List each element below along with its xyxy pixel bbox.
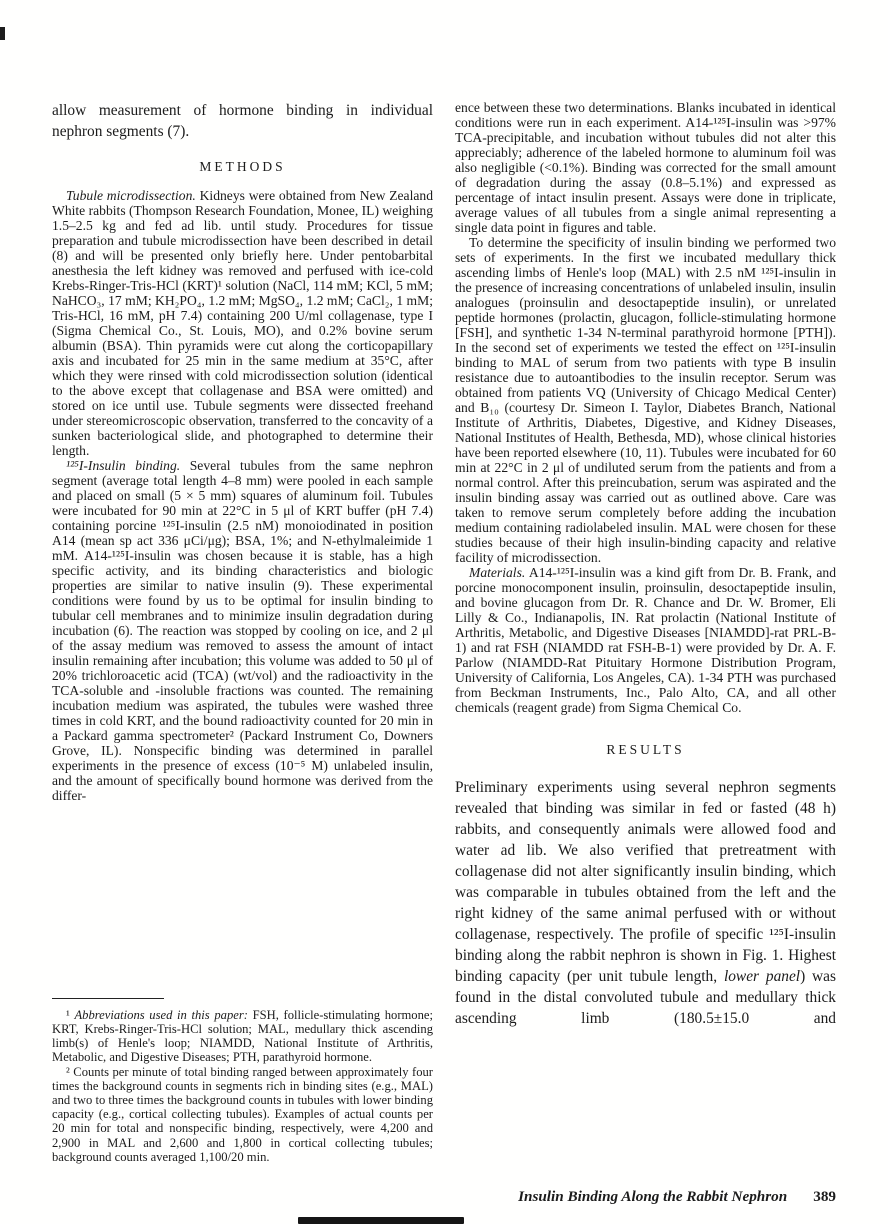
lower-panel-italic: lower panel [723,968,801,985]
footnote-rule [52,998,164,999]
footnote-marker: ² [66,1064,74,1079]
right-column [455,100,836,1164]
footnote-1 [52,1008,433,1065]
footnote-marker: ¹ [66,1007,75,1022]
page-number: 389 [813,1188,836,1205]
page-footer [518,1188,836,1206]
paragraph-lead-italic: Materials. [469,565,526,580]
results-text-part2: ) was found in the distal convoluted tubule and medullary thick ascending limb (180.5±15.0 and [455,968,836,1027]
footnote-text: Counts per minute of total binding ranged between approximately four times the background counts in segments rich in binding sites (e.g., MAL) and two to three times the background counts in tubules with lower binding capacity (e.g., cortical collecting tubules). Examples of actual counts per 20 min for total and nonspecific binding, respectively, were 4,200 and 2,900 in MAL and 2,600 and 1,800 in cortical collecting tubules; background counts averaged 1,100/20 min. [52,1064,433,1164]
paragraph-text: Kidneys were obtained from New Zealand White rabbits (Thompson Research Foundation, Monee, IL) weighing 1.5–2.5 kg and fed ad lib. until study. Procedures for tissue preparation and tubule microdissection have been described in detail (8) and will be presented only briefly here. Under pentobarbital anesthesia the left kidney was removed and perfused with ice-cold Krebs-Ringer-Tris-HCl (KRT)¹ solution (NaCl, 114 mM; KCl, 5 mM; NaHCO₃, 17 mM; KH₂PO₄, 1.2 mM; MgSO₄, 1.2 mM; CaCl₂, 1 mM; Tris-HCl, 16 mM, pH 7.4) containing 200 U/ml collagenase, type I (Sigma Chemical Co., St. Louis, MO), and 0.2% bovine serum albumin (BSA). Thin pyramids were cut along the corticopapillary axis and incubated for 25 min in the same medium at 35°C, after which they were rinsed with cold microdissection solution (identical to the above except that collagenase and BSA were omitted) and stored on ice until use. Tubule segments were dissected freehand under stereomicroscopic observation, transferred to the concavity of a sunken bacteriological slide, and photographed to determine their length. [52,188,433,458]
specificity-paragraph: To determine the specificity of insulin binding we performed two sets of experiments. In the first we incubated medullary thick ascending limbs of Henle's loop (MAL) with 2.5 nM ¹²⁵I-insulin in the presence of increasing concentrations of unlabeled insulin, insulin analogues (proinsulin and desoctapeptide insulin), or unrelated peptide hormones (prolactin, glucagon, follicle-stimulating hormone [FSH], and synthetic 1-34 N-terminal parathyroid hormone [PTH]). In the second set of experiments we tested the effect on ¹²⁵I-insulin binding to MAL of serum from two patients with type B insulin resistance due to autoantibodies to the insulin receptor. Serum was obtained from patients VQ (University of Chicago Medical Center) and B₁₀ (courtesy Dr. Simeon I. Taylor, Diabetes Branch, National Institute of Arthritis, Diabetes, Digestive, and Kidney Diseases, National Institutes of Health, Bethesda, MD), whose clinical histories have been reported elsewhere (10, 11). Tubules were incubated for 60 min at 22°C in 2 μl of undiluted serum from the patients and from a normal control. After this preincubation, serum was aspirated and the insulin binding assay was carried out as outlined above. Care was taken to remove serum completely before adding the incubation medium containing radiolabeled insulin. MAL were chosen for these studies because of their high insulin-binding capacity and relative facility of microdissection. [455,235,836,565]
footnote-lead-italic: Abbreviations used in this paper: [74,1007,248,1022]
materials-paragraph [455,565,836,715]
scan-artifact-left-edge [0,27,5,40]
tubule-microdissection-paragraph [52,188,433,458]
paragraph-lead-italic: ¹²⁵I-Insulin binding. [66,458,181,473]
results-text-part1: Preliminary experiments using several nephron segments revealed that binding was similar in fed or fasted (48 h) rabbits, and consequently animals were allowed food and water ad lib. We also verified that pretreatment with collagenase did not alter significantly insulin binding, which was comparable in tubules obtained from the left and the right kidney of the same animal perfused with or without collagenase, respectively. The profile of specific ¹²⁵I-insulin binding along the rabbit nephron is shown in Fig. 1. Highest binding capacity (per unit tubule length, [455,779,836,985]
assay-continuation-paragraph: ence between these two determinations. Blanks incubated in identical conditions were run in each experiment. A14-¹²⁵I-insulin was >97% TCA-precipitable, and incubation without tubules did not alter this appreciably; adherence of the labeled hormone to aluminum foil was also negligible (<0.1%). Binding was corrected for the small amount of degradation during the assay (0.8–5.1%) and expressed as percentage of intact insulin present. Assays were done in triplicate, average values of all tubules from a single animal representing a single data point in figures and table. [455,100,836,235]
left-column [52,100,433,1164]
results-heading: RESULTS [606,742,685,757]
scan-artifact-bottom-edge [298,1217,464,1224]
intro-continuation-paragraph: allow measurement of hormone binding in individual nephron segments (7). [52,102,433,140]
footnote-block [52,998,433,1164]
paragraph-lead-italic: Tubule microdissection. [66,188,196,203]
footnote-2 [52,1065,433,1164]
running-title: Insulin Binding Along the Rabbit Nephron [518,1188,788,1205]
paragraph-text: A14-¹²⁵I-insulin was a kind gift from Dr. B. Frank, and porcine monocomponent insulin, proinsulin, desoctapeptide insulin, and bovine glucagon from Dr. R. Chance and Dr. W. Bromer, Eli Lilly & Co., Indianapolis, IN. Rat prolactin (National Institute of Arthritis, Metabolic, and Digestive Diseases [NIAMDD]-rat PRL-B-1) and rat FSH (NIAMDD rat FSH-B-1) were provided by Dr. A. F. Parlow (NIAMDD-Rat Pituitary Hormone Distribution Program, University of California, Los Angeles, CA). 1-34 PTH was purchased from Beckman Instruments, Inc., Palo Alto, CA, and all other chemicals (reagent grade) from Sigma Chemical Co. [455,565,836,715]
paragraph-text: Several tubules from the same nephron segment (average total length 4–8 mm) were pooled in each sample and placed on small (5 × 5 mm) squares of aluminum foil. Tubules were incubated for 90 min at 22°C in 5 μl of KRT buffer (pH 7.4) containing porcine ¹²⁵I-insulin (2.5 nM) monoiodinated in position A14 (mean sp act 336 μCi/μg); BSA, 1%; and N-ethylmaleimide 1 mM. A14-¹²⁵I-insulin was chosen because it is stable, has a high specific activity, and its binding characteristics and biologic properties are similar to native insulin (9). These experimental conditions were found by us to be optimal for insulin binding to tubular cell membranes and to minimize insulin degradation during incubation (6). The reaction was stopped by cooling on ice, and 2 μl of the assay medium was removed to assess the amount of intact insulin remaining after incubation; this volume was added to 50 μl of 20% trichloroacetic acid (TCA) (wt/vol) and the radioactivity in the TCA-soluble and -insoluble fractions was counted. The remaining incubation medium was aspirated, the tubules were washed three times in cold KRT, and the bound radioactivity counted for 20 min in a Packard gamma spectrometer² (Packard Instrument Co, Downers Grove, IL). Nonspecific binding was determined in parallel experiments in the presence of excess (10⁻⁵ M) unlabeled insulin, and the amount of specifically bound hormone was derived from the differ- [52,458,433,803]
footnote-text: FSH, follicle-stimulating hormone; KRT, Krebs-Ringer-Tris-HCl solution; MAL, medullary thick ascending limb(s) of Henle's loop; NIAMDD, National Institute of Arthritis, Metabolic, and Digestive Diseases; PTH, parathyroid hormone. [52,1007,433,1065]
insulin-binding-paragraph [52,458,433,803]
methods-heading: METHODS [199,159,286,174]
results-paragraph [455,777,836,1029]
